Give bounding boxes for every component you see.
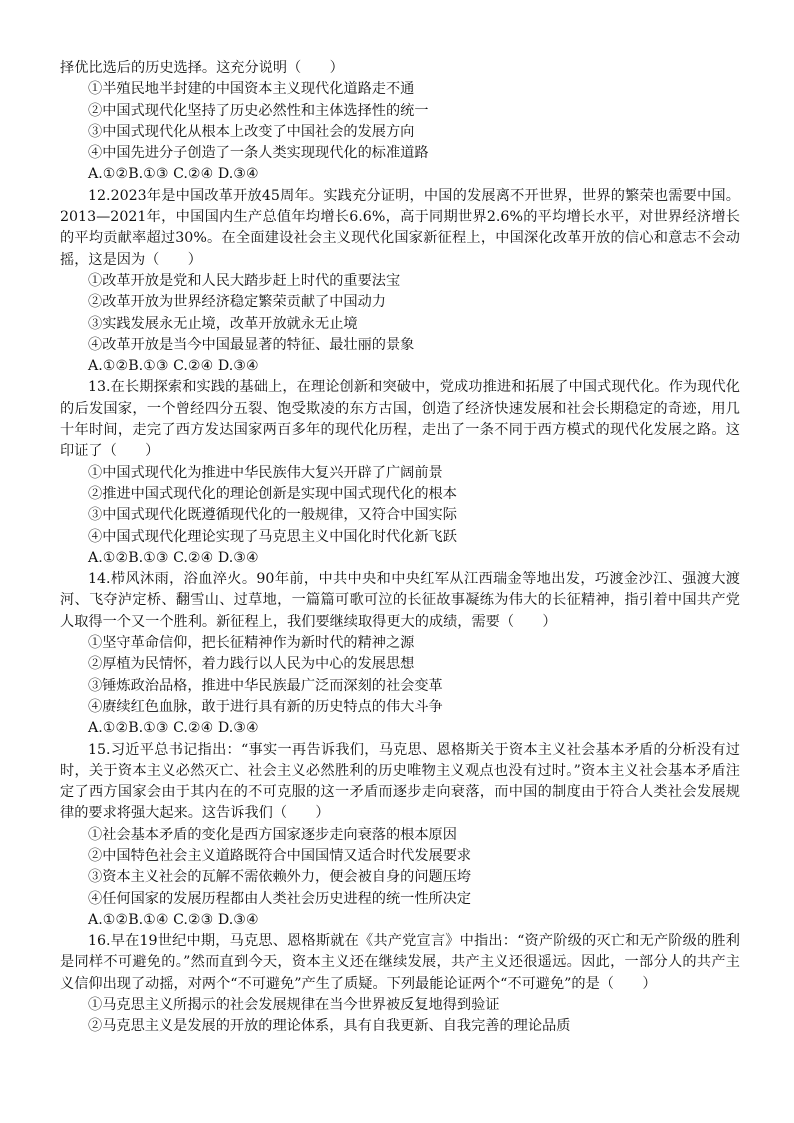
option-2: ②中国特色社会主义道路既符合中国国情又适合时代发展要求: [88, 847, 472, 864]
option-3: ③资本主义社会的瓦解不需依赖外力，便会被自身的问题压垮: [88, 869, 472, 886]
question-16-stem: 16.早在19世纪中期，马克思、恩格斯就在《共产党宣言》中指出：“资产阶级的灭亡和无产阶级的胜利是同样不可避免的。”然而直到今天，资本主义还在继续发展，共产主义还很遥远。因此，一部分人的共产主义信仰出现了动摇，对两个“不可避免”产生了质疑。下列最能论证两个“不可避免”的是（ ）: [60, 933, 740, 992]
question-13: [60, 377, 740, 569]
option-1: ①改革开放是党和人民大踏步赶上时代的重要法宝: [88, 272, 401, 289]
option-2: ②推进中国式现代化的理论创新是实现中国式现代化的根本: [88, 485, 457, 502]
question-14: [60, 569, 740, 739]
answer-choices: A.①②B.①③ C.②④ D.③④: [88, 720, 259, 737]
question-15: [60, 740, 740, 932]
option-3: ③实践发展永无止境，改革开放就永无止境: [88, 315, 358, 332]
option-2: ②厚植为民情怀，着力践行以人民为中心的发展思想: [88, 656, 415, 673]
option-1: ①半殖民地半封建的中国资本主义现代化道路走不通: [88, 81, 415, 98]
option-1: ①社会基本矛盾的变化是西方国家逐步走向衰落的根本原因: [88, 826, 457, 843]
exam-page: [60, 58, 740, 1038]
question-15-stem: 15.习近平总书记指出：“事实一再告诉我们，马克思、恩格斯关于资本主义社会基本矛盾的分析没有过时，关于资本主义必然灭亡、社会主义必然胜利的历史唯物主义观点也没有过时。”资本主义社会基本矛盾注定了西方国家会由于其内在的不可克服的这一矛盾而逐步走向衰落，而中国的制度由于符合人类社会发展规律的要求将强大起来。这告诉我们（ ）: [60, 741, 740, 822]
question-13-stem: 13.在长期探索和实践的基础上，在理论创新和突破中，党成功推进和拓展了中国式现代化。作为现代化的后发国家，一个曾经四分五裂、饱受欺凌的东方古国，创造了经济快速发展和社会长期稳定的奇迹，用几十年时间，走完了西方发达国家两百多年的现代化历程，走出了一条不同于西方模式的现代化发展之路。这印证了（ ）: [60, 379, 740, 460]
option-4: ④中国先进分子创造了一条人类实现现代化的标准道路: [88, 145, 429, 162]
option-4: ④中国式现代化理论实现了马克思主义中国化时代化新飞跃: [88, 528, 457, 545]
option-2: ②马克思主义是发展的开放的理论体系，具有自我更新、自我完善的理论品质: [88, 1018, 571, 1035]
option-1: ①坚守革命信仰，把长征精神作为新时代的精神之源: [88, 635, 415, 652]
option-3: ③锤炼政治品格，推进中华民族最广泛而深刻的社会变革: [88, 677, 443, 694]
option-1: ①马克思主义所揭示的社会发展规律在当今世界被反复地得到验证: [88, 997, 500, 1014]
answer-choices: A.①②B.①③ C.②④ D.③④: [88, 358, 259, 375]
option-4: ④改革开放是当今中国最显著的特征、最壮丽的景象: [88, 336, 415, 353]
option-2: ②中国式现代化坚持了历史必然性和主体选择性的统一: [88, 102, 429, 119]
question-11: [60, 58, 740, 186]
option-1: ①中国式现代化为推进中华民族伟大复兴开辟了广阔前景: [88, 464, 443, 481]
option-2: ②改革开放为世界经济稳定繁荣贡献了中国动力: [88, 294, 386, 311]
question-16: [60, 931, 740, 1037]
question-12-stem: 12.2023年是中国改革开放45周年。实践充分证明，中国的发展离不开世界，世界的繁荣也需要中国。2013—2021年，中国国内生产总值年均增长6.6%，高于同期世界2.6%的平均增长水平，对世界经济增长的平均贡献率超过30%。在全面建设社会主义现代化国家新征程上，中国深化改革开放的信心和意志不会动摇，这是因为（ ）: [60, 187, 740, 268]
question-12: [60, 186, 740, 378]
option-4: ④任何国家的发展历程都由人类社会历史进程的统一性所决定: [88, 890, 472, 907]
question-11-stem: 择优比选后的历史选择。这充分说明（ ）: [60, 60, 344, 76]
answer-choices: A.①②B.①④ C.②③ D.③④: [88, 911, 259, 928]
answer-choices: A.①②B.①③ C.②④ D.③④: [88, 166, 259, 183]
option-4: ④赓续红色血脉，敢于进行具有新的历史特点的伟大斗争: [88, 698, 443, 715]
question-14-stem: 14.栉风沐雨，浴血淬火。90年前，中共中央和中央红军从江西瑞金等地出发，巧渡金沙江、强渡大渡河、飞夺泸定桥、翻雪山、过草地，一篇篇可歌可泣的长征故事凝练为伟大的长征精神，指引着中国共产党人取得一个又一个胜利。新征程上，我们要继续取得更大的成绩，需要（ ）: [60, 571, 740, 630]
answer-choices: A.①②B.①③ C.②④ D.③④: [88, 549, 259, 566]
option-3: ③中国式现代化从根本上改变了中国社会的发展方向: [88, 123, 415, 140]
option-3: ③中国式现代化既遵循现代化的一般规律，又符合中国实际: [88, 507, 457, 524]
